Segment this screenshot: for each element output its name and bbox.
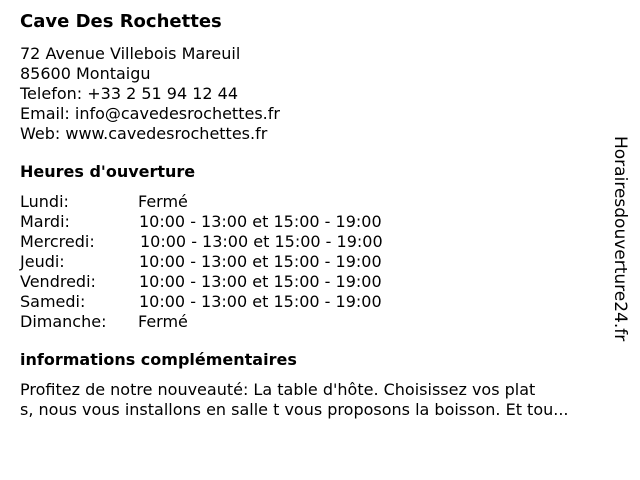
day-label: Vendredi:: [20, 272, 96, 291]
day-label: Samedi:: [20, 292, 86, 311]
day-label: Lundi:: [20, 192, 69, 211]
business-card: [20, 10, 620, 420]
hours-row-mercredi: [20, 232, 620, 252]
address-street: 72 Avenue Villebois Mareuil: [20, 44, 241, 63]
day-hours: 10:00 - 13:00 et 15:00 - 19:00: [139, 272, 382, 291]
day-hours: 10:00 - 13:00 et 15:00 - 19:00: [139, 212, 382, 231]
day-hours: 10:00 - 13:00 et 15:00 - 19:00: [139, 252, 382, 271]
email-line: Email: info@cavedesrochettes.fr: [20, 104, 280, 123]
info-text-line-1: Profitez de notre nouveauté: La table d'hôte. Choisissez vos plat: [20, 380, 536, 399]
hours-row-jeudi: [20, 252, 620, 272]
day-hours: 10:00 - 13:00 et 15:00 - 19:00: [140, 232, 383, 251]
hours-row-mardi: [20, 212, 620, 232]
web-line: Web: www.cavedesrochettes.fr: [20, 124, 268, 143]
info-heading: informations complémentaires: [20, 350, 297, 369]
hours-heading: Heures d'ouverture: [20, 162, 196, 181]
day-hours: Fermé: [138, 192, 188, 211]
info-text-line-2: s, nous vous installons en salle t vous proposons la boisson. Et tou...: [20, 400, 569, 419]
day-label: Dimanche:: [20, 312, 107, 331]
day-label: Mercredi:: [20, 232, 95, 251]
site-watermark: Horairesdouverture24.fr: [610, 136, 630, 342]
hours-row-vendredi: [20, 272, 620, 292]
day-label: Jeudi:: [20, 252, 65, 271]
day-hours: Fermé: [138, 312, 188, 331]
hours-row-samedi: [20, 292, 620, 312]
address-city: 85600 Montaigu: [20, 64, 151, 83]
hours-table: [20, 192, 620, 332]
day-label: Mardi:: [20, 212, 70, 231]
phone-line: Telefon: +33 2 51 94 12 44: [20, 84, 239, 103]
hours-row-lundi: [20, 192, 620, 212]
hours-row-dimanche: [20, 312, 620, 332]
business-name: Cave Des Rochettes: [20, 11, 222, 32]
day-hours: 10:00 - 13:00 et 15:00 - 19:00: [139, 292, 382, 311]
